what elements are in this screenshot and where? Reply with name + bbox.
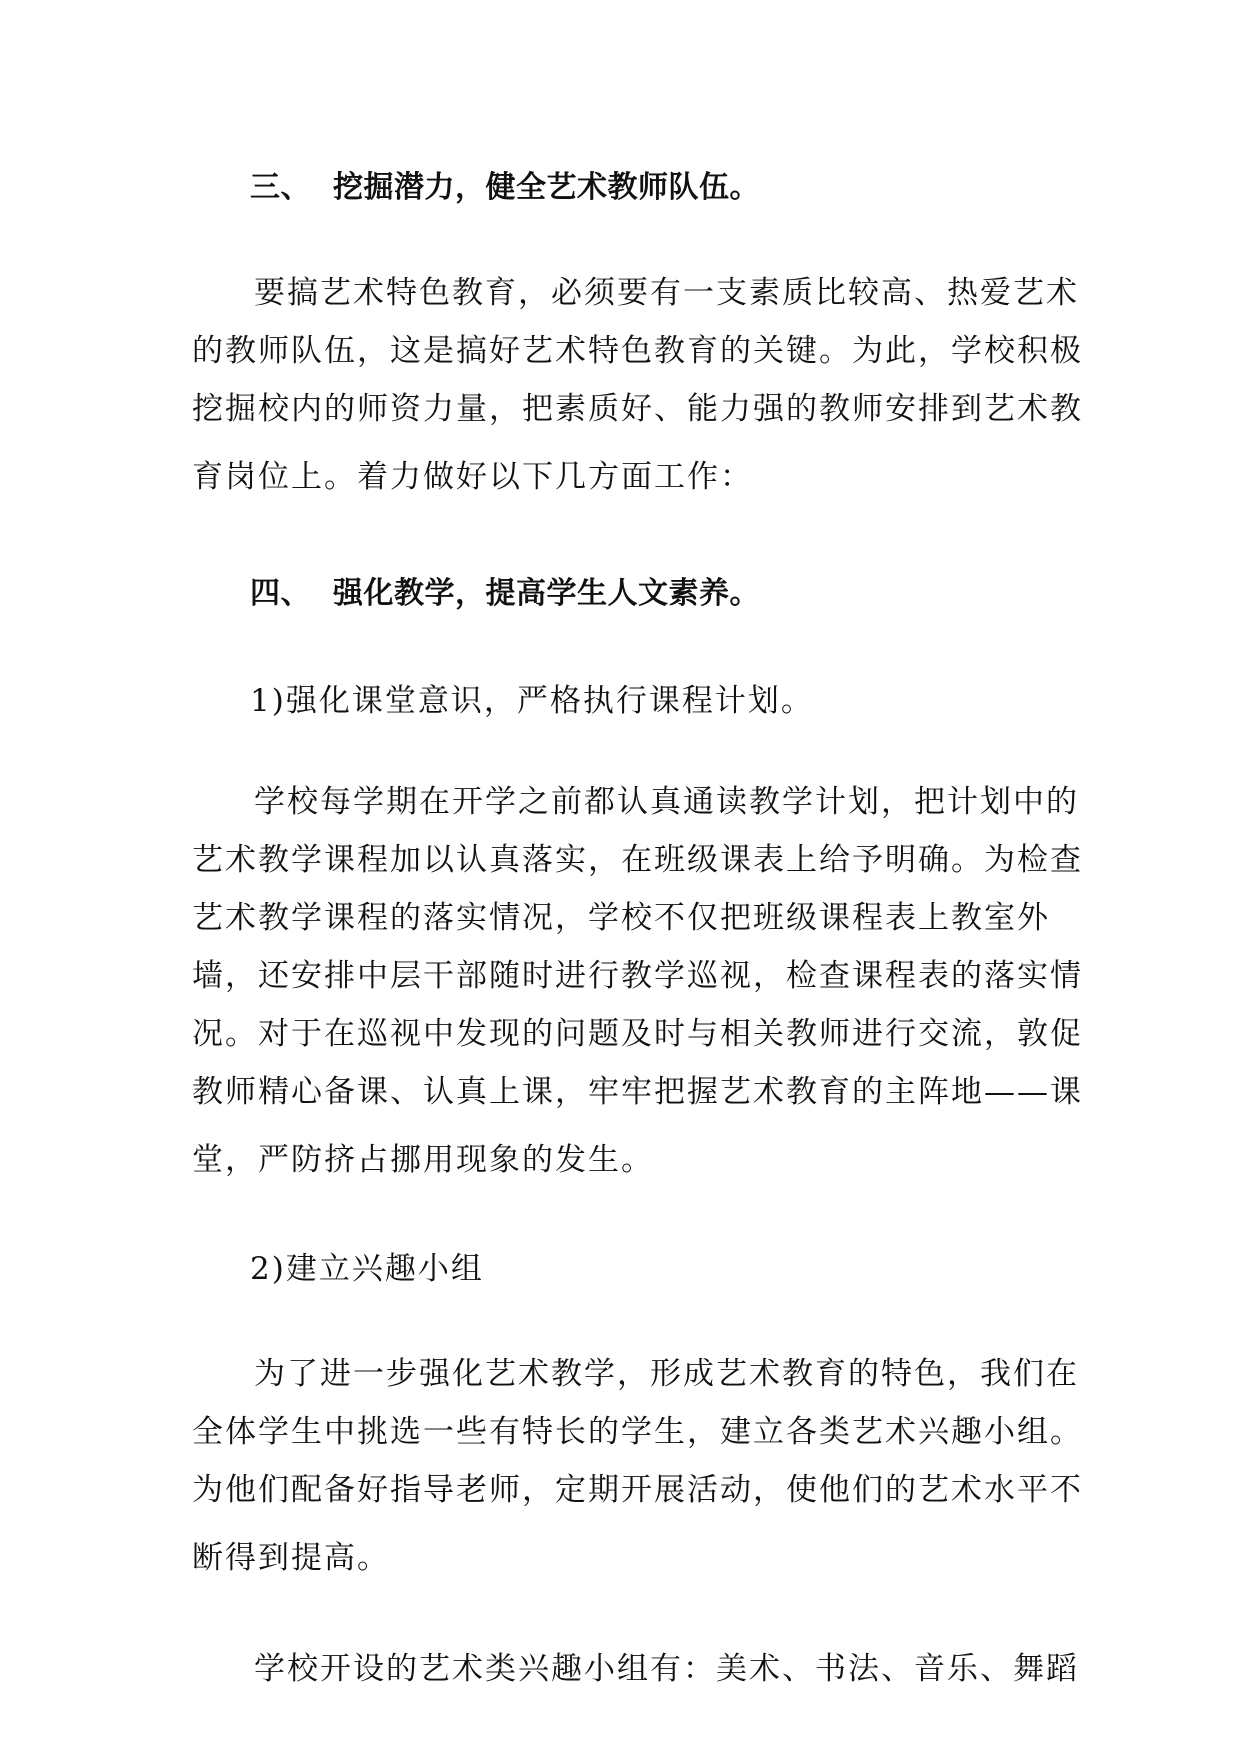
paragraph-line: 挖掘校内的师资力量，把素质好、能力强的教师安排到艺术教 (192, 391, 1083, 427)
paragraph-line: 要搞艺术特色教育，必须要有一支素质比较高、热爱艺术 (254, 275, 1079, 311)
section-title: 挖掘潜力，健全艺术教师队伍。 (333, 170, 760, 205)
paragraph-line: 学校每学期在开学之前都认真通读教学计划，把计划中的 (254, 784, 1079, 820)
paragraph-line: 全体学生中挑选一些有特长的学生，建立各类艺术兴趣小组。 (192, 1414, 1083, 1450)
paragraph-line: 堂，严防挤占挪用现象的发生。 (192, 1142, 654, 1178)
section-number: 四、 (250, 576, 311, 611)
paragraph-line: 艺术教学课程的落实情况，学校不仅把班级课程表上教室外 (192, 900, 1050, 936)
section-number: 三、 (250, 170, 311, 205)
paragraph-interest-groups (192, 1345, 1083, 1587)
section-title: 强化教学，提高学生人文素养。 (333, 576, 760, 611)
paragraph-line: 为他们配备好指导老师，定期开展活动，使他们的艺术水平不 (192, 1472, 1083, 1508)
section-heading-4 (250, 568, 760, 612)
paragraph-line: 墙，还安排中层干部随时进行教学巡视，检查课程表的落实情 (192, 958, 1083, 994)
paragraph-line: 学校开设的艺术类兴趣小组有：美术、书法、音乐、舞蹈 (254, 1651, 1079, 1687)
paragraph-line: 断得到提高。 (192, 1540, 390, 1576)
paragraph-line: 教师精心备课、认真上课，牢牢把握艺术教育的主阵地——课 (192, 1074, 1083, 1110)
paragraph-teachers (192, 264, 1083, 506)
subheading-interest-groups: 2)建立兴趣小组 (250, 1251, 484, 1287)
paragraph-line: 为了进一步强化艺术教学，形成艺术教育的特色，我们在 (254, 1356, 1079, 1392)
paragraph-line: 育岗位上。着力做好以下几方面工作： (192, 459, 753, 495)
paragraph-line: 艺术教学课程加以认真落实，在班级课表上给予明确。为检查 (192, 842, 1083, 878)
paragraph-classroom (192, 773, 1083, 1189)
paragraph-line: 的教师队伍，这是搞好艺术特色教育的关键。为此，学校积极 (192, 333, 1083, 369)
paragraph-line: 况。对于在巡视中发现的问题及时与相关教师进行交流，敦促 (192, 1016, 1083, 1052)
subheading-classroom: 1)强化课堂意识，严格执行课程计划。 (250, 683, 814, 719)
section-heading-3 (250, 162, 760, 206)
paragraph-group-list (192, 1640, 1079, 1698)
